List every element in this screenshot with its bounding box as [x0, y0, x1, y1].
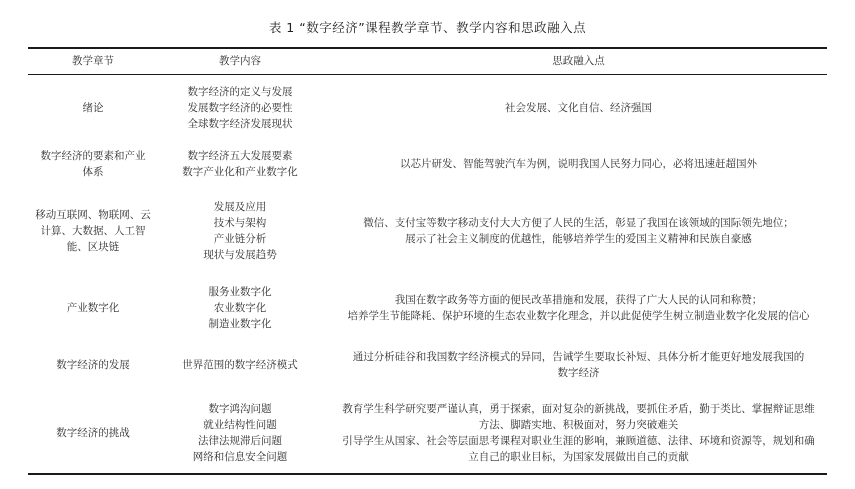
- points-line: 培养学生节能降耗、保护环境的生态农业数字化理念，并以此促使学生树立制造业数字化发展的信心: [347, 310, 810, 322]
- chapter-line: 数字经济的要素和产业: [40, 150, 146, 162]
- content-line: 制造业数字化: [208, 318, 272, 330]
- content-line: 现状与发展趋势: [203, 249, 277, 261]
- content-line: 服务业数字化: [208, 286, 272, 298]
- table-caption: 表 1 “数字经济”课程教学章节、教学内容和思政融入点: [268, 20, 587, 35]
- chapter-line: 计算、大数据、人工智: [40, 225, 146, 237]
- table-row-chapter: [28, 400, 158, 466]
- table-row-content: [160, 280, 320, 336]
- table-row-chapter: [28, 142, 158, 186]
- table-header-rule: [28, 74, 827, 75]
- table-row-content: [160, 196, 320, 266]
- content-line: 数字产业化和产业数字化: [182, 166, 298, 178]
- content-line: 数字经济的定义与发展: [187, 86, 293, 98]
- table-row-chapter: [28, 280, 158, 336]
- header-content: 教学内容: [219, 55, 261, 67]
- table-row-content: [160, 78, 320, 138]
- table-bottom-rule: [28, 473, 827, 475]
- content-line: 全球数字经济发展现状: [187, 118, 293, 130]
- content-line: 数字鸿沟问题: [208, 403, 272, 415]
- header-chapter: 教学章节: [72, 55, 114, 67]
- content-line: 发展及应用: [213, 201, 267, 213]
- content-line: 就业结构性问题: [203, 419, 277, 431]
- table-row-points: [330, 78, 827, 138]
- points-line: 以芯片研发、智能驾驶汽车为例，说明我国人民努力同心，必将迅速赶超国外: [400, 158, 757, 170]
- content-line: 产业链分析: [213, 233, 267, 245]
- points-line: 通过分析硅谷和我国数字经济模式的异同，告诫学生要取长补短、具体分析才能更好地发展我国的: [352, 351, 805, 363]
- points-line: 引导学生从国家、社会等层面思考课程对职业生涯的影响，兼顾道德、法律、环境和资源等，规划和确: [342, 435, 815, 447]
- table-row-content: [160, 142, 320, 186]
- points-line: 立自己的职业目标，为国家发展做出自己的贡献: [468, 451, 689, 463]
- content-line: 世界范围的数字经济模式: [182, 359, 298, 371]
- points-line: 微信、支付宝等数字移动支付大大方便了人民的生活，彰显了我国在该领域的国际领先地位；: [363, 217, 794, 229]
- table-row-points: [330, 400, 827, 466]
- points-line: 展示了社会主义制度的优越性，能够培养学生的爱国主义精神和民族自豪感: [405, 233, 752, 245]
- chapter-line: 能、区块链: [66, 241, 120, 253]
- content-line: 网络和信息安全问题: [192, 451, 288, 463]
- table-row-points: [330, 346, 827, 384]
- chapter-line: 绪论: [82, 102, 104, 114]
- table-row-content: [160, 400, 320, 466]
- points-line: 社会发展、文化自信、经济强国: [505, 102, 652, 114]
- points-line: 方法、脚踏实地、积极面对，努力突破难关: [478, 419, 679, 431]
- table-row-chapter: [28, 196, 158, 266]
- table-row-points: [330, 142, 827, 186]
- points-line: 数字经济: [557, 367, 600, 379]
- chapter-line: 数字经济的挑战: [56, 427, 130, 439]
- content-line: 农业数字化: [213, 302, 267, 314]
- table-top-rule: [28, 47, 827, 49]
- table-row-chapter: [28, 346, 158, 384]
- table-row-content: [160, 346, 320, 384]
- content-line: 发展数字经济的必要性: [187, 102, 293, 114]
- chapter-line: 移动互联网、物联网、云: [35, 209, 151, 221]
- table-row-points: [330, 280, 827, 336]
- chapter-line: 产业数字化: [66, 302, 120, 314]
- content-line: 技术与架构: [213, 217, 267, 229]
- chapter-line: 数字经济的发展: [56, 359, 130, 371]
- table-row-points: [330, 196, 827, 266]
- chapter-line: 体系: [82, 166, 104, 178]
- header-points: 思政融入点: [552, 55, 605, 67]
- content-line: 法律法规滞后问题: [198, 435, 282, 447]
- points-line: 我国在数字政务等方面的便民改革措施和发展，获得了广大人民的认同和称赞；: [394, 294, 763, 306]
- points-line: 教育学生科学研究要严谨认真，勇于探索，面对复杂的新挑战，要抓住矛盾，勤于类比、掌握辩证思维: [342, 403, 815, 415]
- table-row-chapter: [28, 78, 158, 138]
- content-line: 数字经济五大发展要素: [187, 150, 293, 162]
